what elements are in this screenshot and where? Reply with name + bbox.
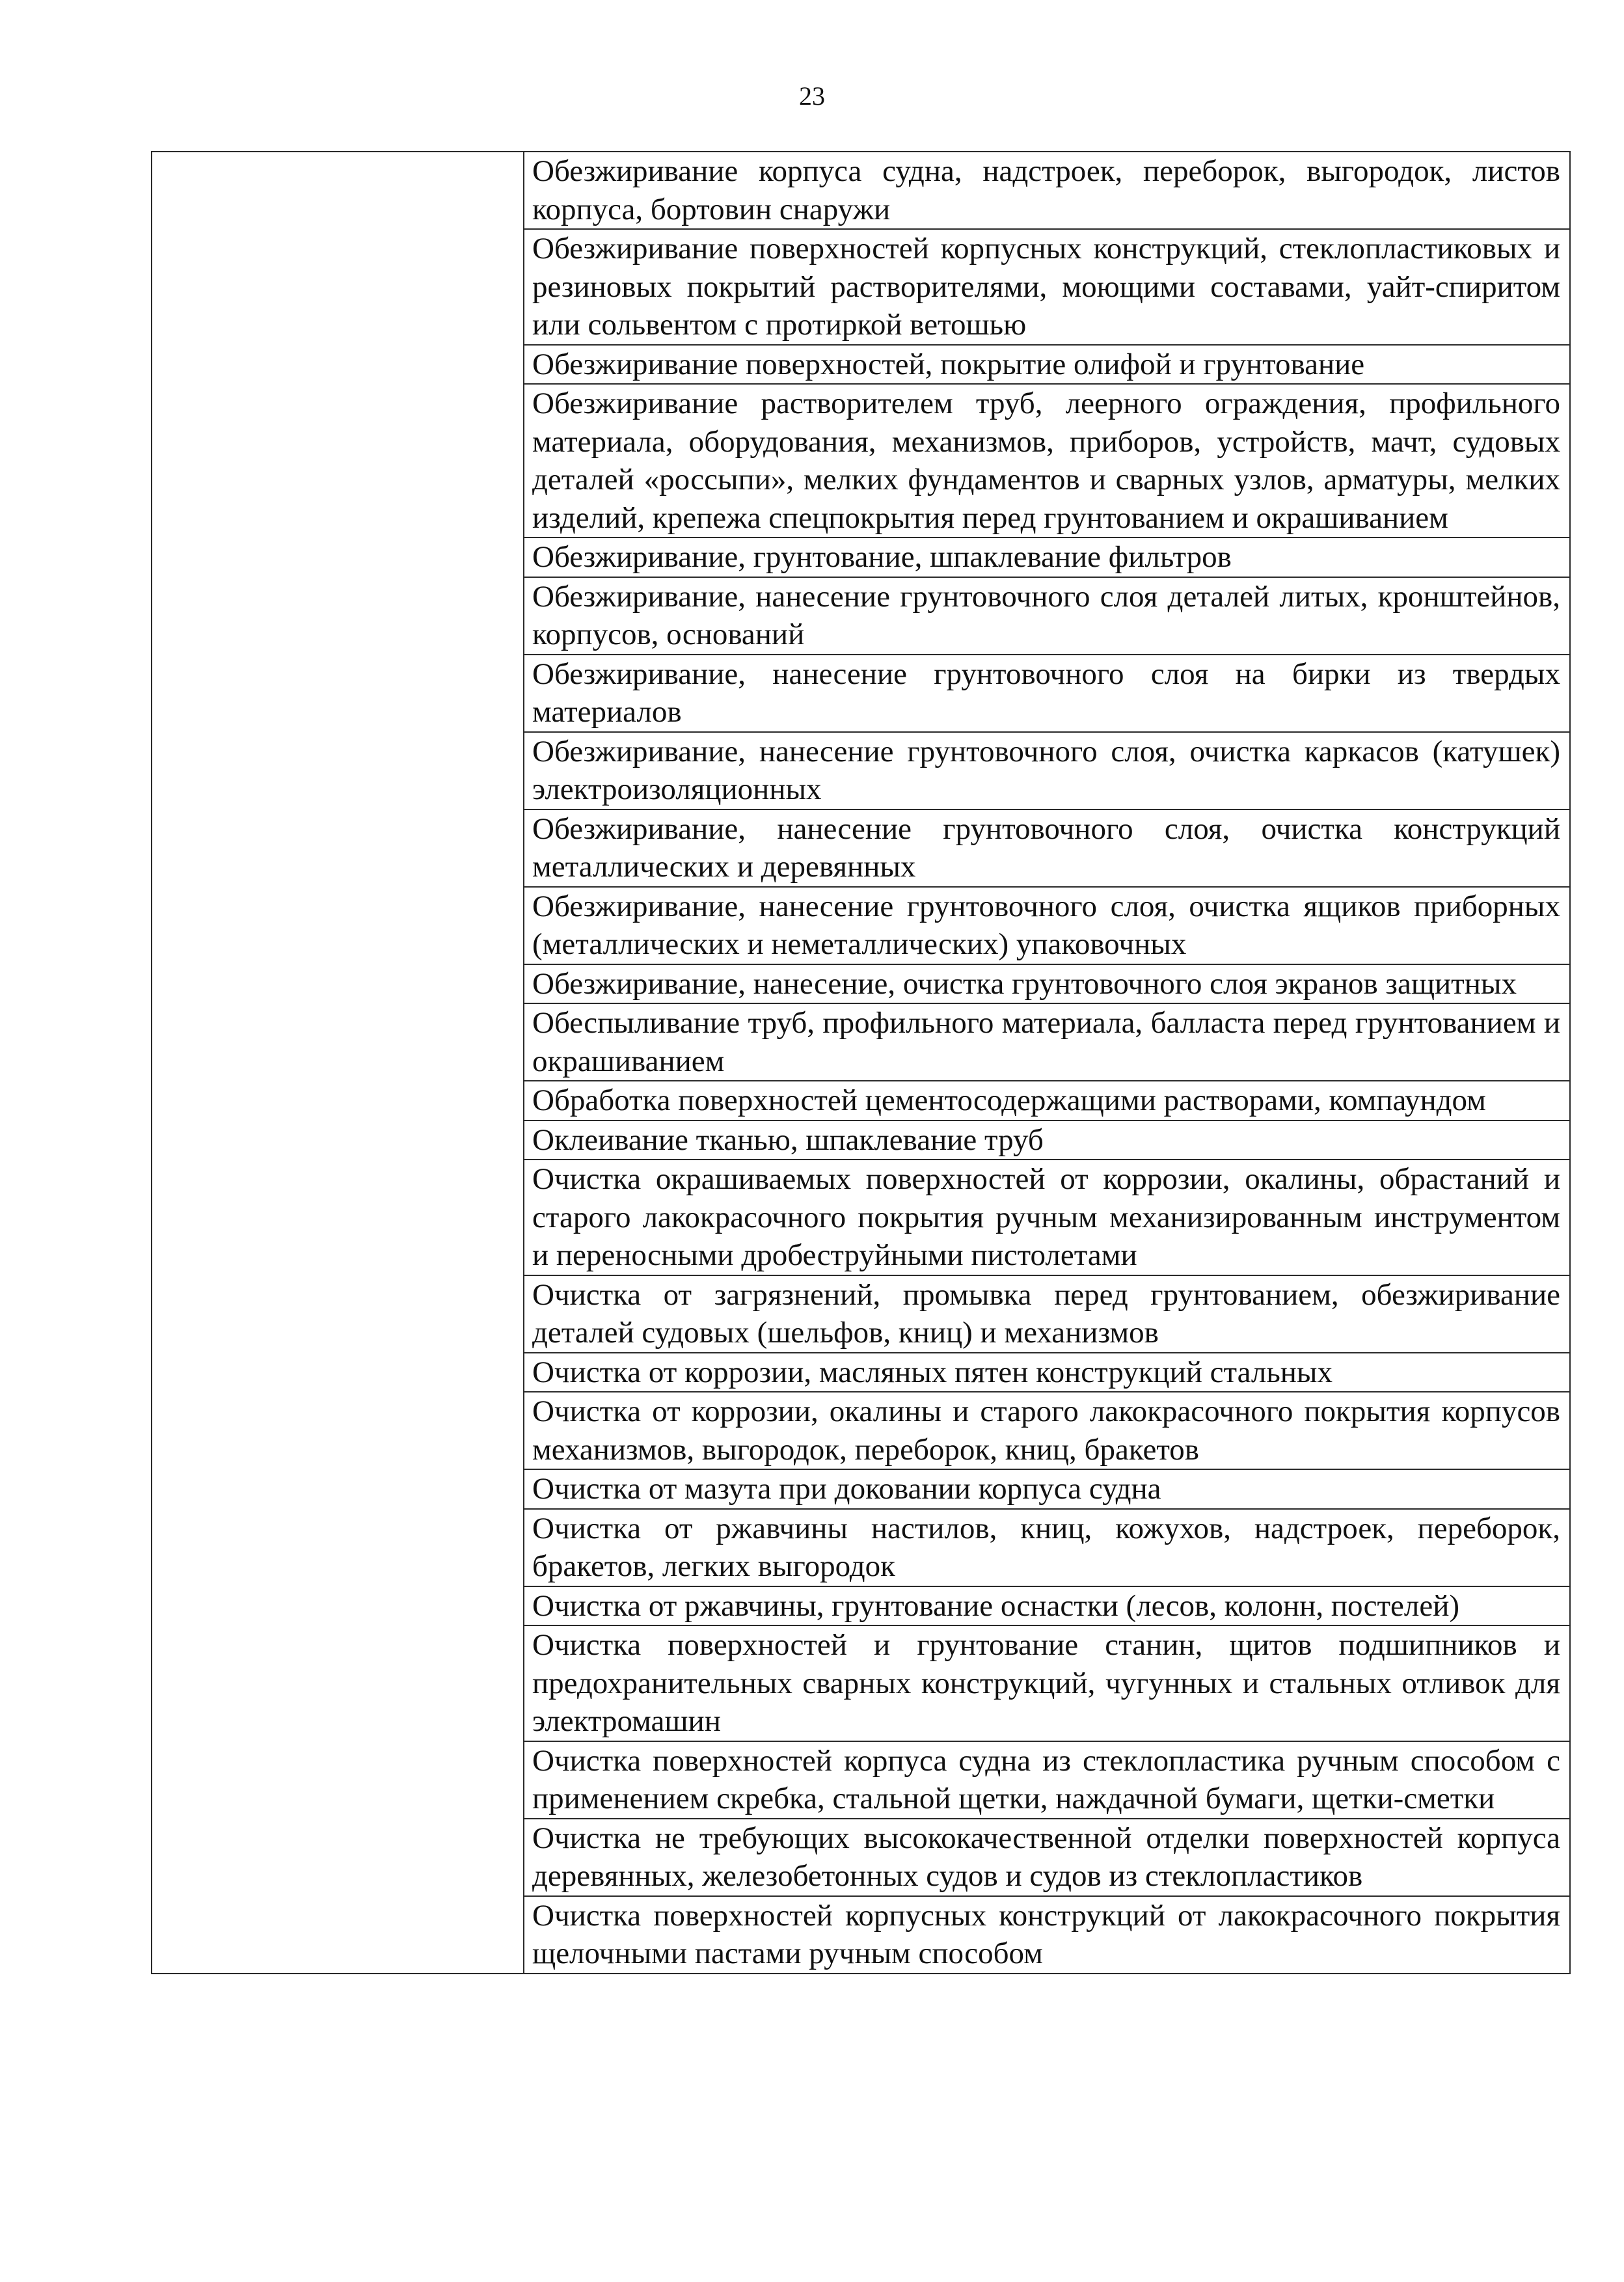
table-row — [152, 152, 1570, 229]
work-types-table — [151, 151, 1571, 1974]
table-cell: Очистка от коррозии, окалины и старого лакокрасочного покрытия корпусов механизмов, выгородок, переборок, книц, бракетов — [524, 1392, 1570, 1469]
table-cell: Оклеивание тканью, шпаклевание труб — [524, 1121, 1570, 1160]
table-cell: Очистка поверхностей корпусных конструкций от лакокрасочного покрытия щелочными пастами ручным способом — [524, 1896, 1570, 1974]
table-cell: Обезжиривание растворителем труб, леерного ограждения, профильного материала, оборудования, механизмов, приборов, устройств, мачт, судовых деталей «россыпи», мелких фундаментов и сварных узлов, арматуры, мелких изделий, крепежа спецпокрытия перед грунтованием и окрашиванием — [524, 384, 1570, 537]
table-cell: Очистка от ржавчины, грунтование оснастки (лесов, колонн, постелей) — [524, 1586, 1570, 1626]
empty-left-cell — [152, 152, 524, 1974]
table-cell: Очистка от ржавчины настилов, книц, кожухов, надстроек, переборок, бракетов, легких выгородок — [524, 1509, 1570, 1586]
page-number: 23 — [799, 81, 825, 111]
table-cell: Очистка окрашиваемых поверхностей от коррозии, окалины, обрастаний и старого лакокрасочного покрытия ручным механизированным инструментом и переносными дробеструйными пистолетами — [524, 1160, 1570, 1275]
table-cell: Обезжиривание, нанесение, очистка грунтовочного слоя экранов защитных — [524, 964, 1570, 1004]
table-cell: Очистка от загрязнений, промывка перед грунтованием, обезжиривание деталей судовых (шельфов, книц) и механизмов — [524, 1275, 1570, 1353]
table-cell: Очистка поверхностей и грунтование станин, щитов подшипников и предохранительных сварных конструкций, чугунных и стальных отливок для электромашин — [524, 1625, 1570, 1741]
table-cell: Очистка от коррозии, масляных пятен конструкций стальных — [524, 1353, 1570, 1392]
table-cell: Очистка поверхностей корпуса судна из стеклопластика ручным способом с применением скребка, стальной щетки, наждачной бумаги, щетки-сметки — [524, 1741, 1570, 1819]
table-cell: Обезжиривание, нанесение грунтовочного слоя на бирки из твердых материалов — [524, 655, 1570, 732]
table-cell: Очистка от мазута при доковании корпуса судна — [524, 1469, 1570, 1509]
table-cell: Обезжиривание корпуса судна, надстроек, переборок, выгородок, листов корпуса, бортовин снаружи — [524, 152, 1570, 229]
table-cell: Обезжиривание, грунтование, шпаклевание фильтров — [524, 537, 1570, 577]
table-cell: Обезжиривание поверхностей, покрытие олифой и грунтование — [524, 345, 1570, 385]
table-cell: Обезжиривание, нанесение грунтовочного слоя, очистка конструкций металлических и деревянных — [524, 809, 1570, 887]
table-cell: Обезжиривание, нанесение грунтовочного слоя, очистка каркасов (катушек) электроизоляционных — [524, 732, 1570, 809]
table-cell: Обезжиривание поверхностей корпусных конструкций, стеклопластиковых и резиновых покрытий растворителями, моющими составами, уайт-спиритом или сольвентом с протиркой ветошью — [524, 229, 1570, 345]
table-cell: Обработка поверхностей цементосодержащими растворами, компаундом — [524, 1081, 1570, 1121]
table-cell: Очистка не требующих высококачественной отделки поверхностей корпуса деревянных, железобетонных судов и судов из стеклопластиков — [524, 1819, 1570, 1896]
table-cell: Обезжиривание, нанесение грунтовочного слоя деталей литых, кронштейнов, корпусов, оснований — [524, 577, 1570, 655]
table-cell: Обезжиривание, нанесение грунтовочного слоя, очистка ящиков приборных (металлических и неметаллических) упаковочных — [524, 887, 1570, 964]
table-cell: Обеспыливание труб, профильного материала, балласта перед грунтованием и окрашиванием — [524, 1003, 1570, 1081]
